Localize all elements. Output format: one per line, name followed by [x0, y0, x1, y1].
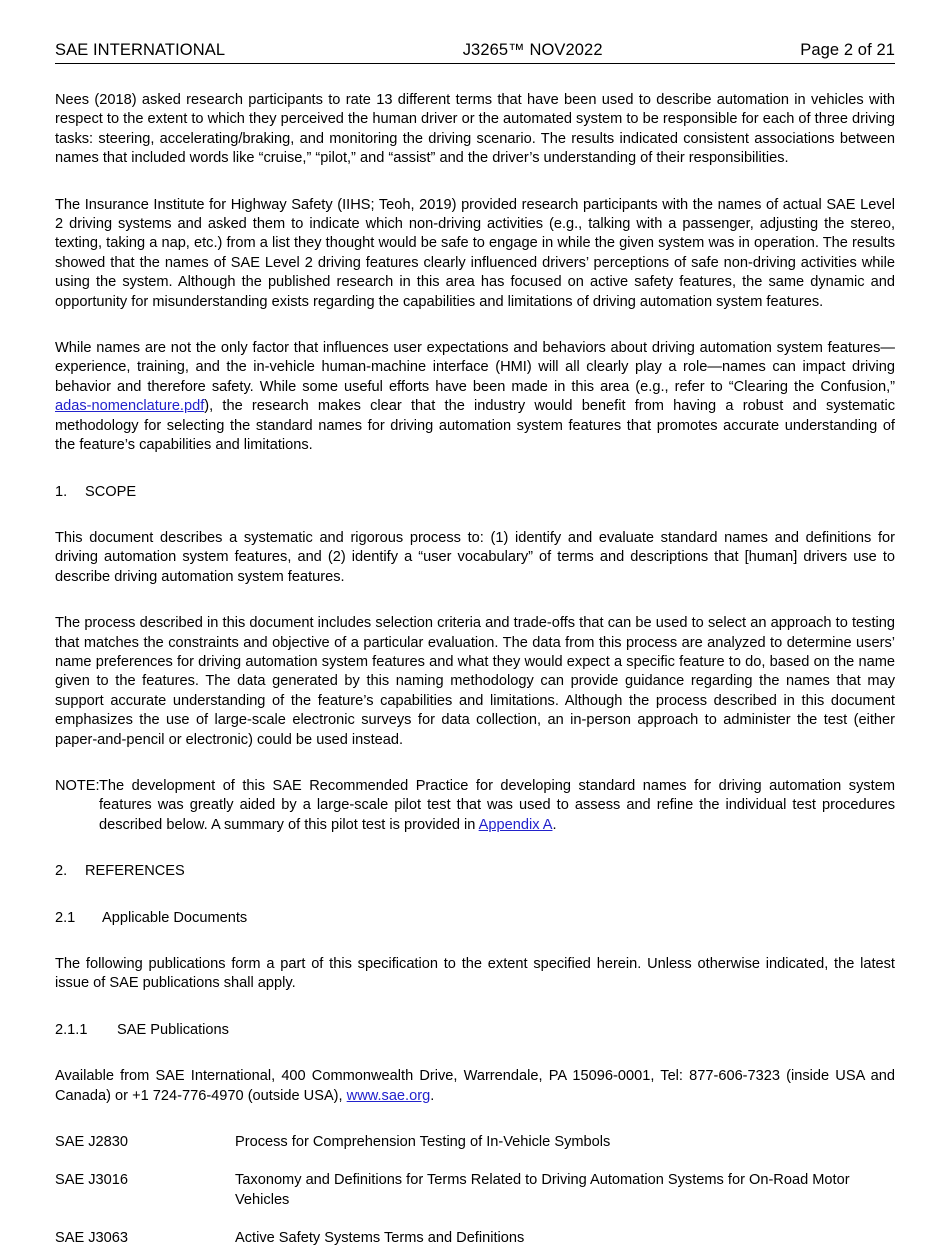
section-title-sae-publications: SAE Publications: [117, 1021, 229, 1038]
paragraph-availability: [55, 1067, 895, 1106]
header-document-id: J3265™ NOV2022: [462, 41, 603, 59]
note-text-after: .: [552, 816, 557, 833]
appendix-a-link[interactable]: Appendix A: [478, 816, 553, 833]
spacer: [55, 64, 895, 91]
note-body: [99, 777, 895, 835]
section-heading-applicable-documents: [55, 909, 895, 928]
spacer: [55, 1210, 895, 1229]
note-label: NOTE:: [55, 777, 100, 794]
availability-text-before: Available from SAE International, 400 Commonwealth Drive, Warrendale, PA 15096-0001, Tel: 877-606-7323 (inside USA and Canada) or +1 724-776-4970 (outside USA),: [55, 1068, 895, 1104]
section-title-scope: SCOPE: [85, 483, 137, 500]
reference-id: SAE J2830: [55, 1134, 129, 1151]
spacer: [55, 882, 895, 909]
page-content: [55, 40, 895, 1249]
section-number-2: 2.: [55, 863, 68, 880]
reference-id: SAE J3016: [55, 1172, 129, 1189]
paragraph-names-factor: [55, 339, 895, 455]
spacer: [55, 1040, 895, 1067]
section-number-2-1-1: 2.1.1: [55, 1021, 88, 1038]
spacer: [55, 587, 895, 614]
spacer: [55, 312, 895, 339]
reference-title: Active Safety Systems Terms and Definitions: [235, 1230, 525, 1247]
note-block: [55, 777, 895, 835]
header-page-number: Page 2 of 21: [800, 41, 895, 59]
adas-nomenclature-link[interactable]: adas-nomenclature.pdf: [55, 398, 205, 415]
paragraph-iihs-study: The Insurance Institute for Highway Safety (IIHS; Teoh, 2019) provided research participants with the names of actual SAE Level 2 driving systems and asked them to indicate which non-driving activities (e.g., talking with a passenger, adjusting the stereo, texting, taking a nap, etc.) from a list they thought would be safe to engage in while the given system was in operation. The results showed that the names of SAE Level 2 driving features clearly influenced drivers’ perceptions of safe non-driving activities while using the system. Although the published research in this area has focused on active safety features, the same dynamic and opportunity for misunderstanding exists regarding the capabilities and limitations of driving automation system features.: [55, 196, 895, 310]
spacer: [55, 835, 895, 862]
section-heading-scope: [55, 483, 895, 502]
spacer: [55, 1106, 895, 1133]
paragraph-scope-description: This document describes a systematic and rigorous process to: (1) identify and evaluate standard names and definitions for driving automation system features, and (2) identify a “user vocabulary” of terms and descriptions that [human] drivers use to describe driving automation system features.: [55, 529, 895, 585]
section-number-2-1: 2.1: [55, 909, 76, 926]
table-row: [55, 1133, 895, 1152]
section-title-applicable-documents: Applicable Documents: [102, 909, 248, 926]
note-text-before: The development of this SAE Recommended Practice for developing standard names for driving automation system features was greatly aided by a large-scale pilot test that was used to assess and refine the individual test procedures described below. A summary of this pilot test is provided in: [99, 777, 895, 833]
paragraph-scope-process: The process described in this document includes selection criteria and trade-offs that can be used to select an approach to testing that matches the constraints and objective of a particular evaluation. The data from this process are analyzed to determine users’ name preferences for driving automation system features and what they would expect a specific feature to do, based on the name given to the features. The data generated by this naming methodology can provide guidance regarding the names that may support accurate understanding of the feature’s capabilities and limitations. Although the process described in this document emphasizes the use of large-scale electronic surveys for data collection, an in-person approach to administer the test (either paper-and-pencil or electronic) could be used instead.: [55, 615, 895, 748]
spacer: [55, 169, 895, 196]
paragraph-publications-note: The following publications form a part of this specification to the extent specified herein. Unless otherwise indicated, the latest issue of SAE publications shall apply.: [55, 956, 895, 992]
spacer: [55, 456, 895, 483]
section-title-references: REFERENCES: [85, 863, 185, 880]
paragraph-nees-study: Nees (2018) asked research participants to rate 13 different terms that have been used to describe automation in vehicles with respect to the extent to which they perceived the human driver or the automated system to be responsible for each of three driving tasks: steering, accelerating/braking, and monitoring the driving scenario. The results indicated consistent associations between names that included words like “cruise,” “pilot,” and “assist” and the driver’s understanding of their responsibilities.: [55, 92, 895, 167]
paragraph-names-text-before: While names are not the only factor that influences user expectations and behaviors about driving automation system features—experience, training, and the in-vehicle human-machine interface (HMI) will all clearly play a role—names can impact driving behavior and therefore safety. While some useful efforts have been made in this area (e.g., refer to “Clearing the Confusion,”: [55, 340, 895, 395]
header-organization: SAE INTERNATIONAL: [55, 41, 226, 59]
section-number-1: 1.: [55, 483, 68, 500]
table-row: [55, 1229, 895, 1248]
spacer: [55, 750, 895, 777]
section-heading-sae-publications: [55, 1021, 895, 1040]
spacer: [55, 994, 895, 1021]
sae-org-link[interactable]: www.sae.org: [346, 1087, 431, 1104]
spacer: [55, 502, 895, 529]
reference-title: Taxonomy and Definitions for Terms Related to Driving Automation Systems for On-Road Motor Vehicles: [235, 1172, 850, 1208]
section-heading-references: [55, 862, 895, 881]
reference-id: SAE J3063: [55, 1230, 129, 1247]
availability-text-after: .: [430, 1087, 435, 1104]
spacer: [55, 928, 895, 955]
paragraph-names-text-after: ), the research makes clear that the industry would benefit from having a robust and systematic methodology for selecting the standard names for driving automation system features that promotes accurate understanding of the feature’s capabilities and limitations.: [55, 398, 895, 454]
reference-title: Process for Comprehension Testing of In-Vehicle Symbols: [235, 1134, 611, 1151]
spacer: [55, 1152, 895, 1171]
document-header: [55, 40, 895, 64]
table-row: [55, 1171, 895, 1210]
